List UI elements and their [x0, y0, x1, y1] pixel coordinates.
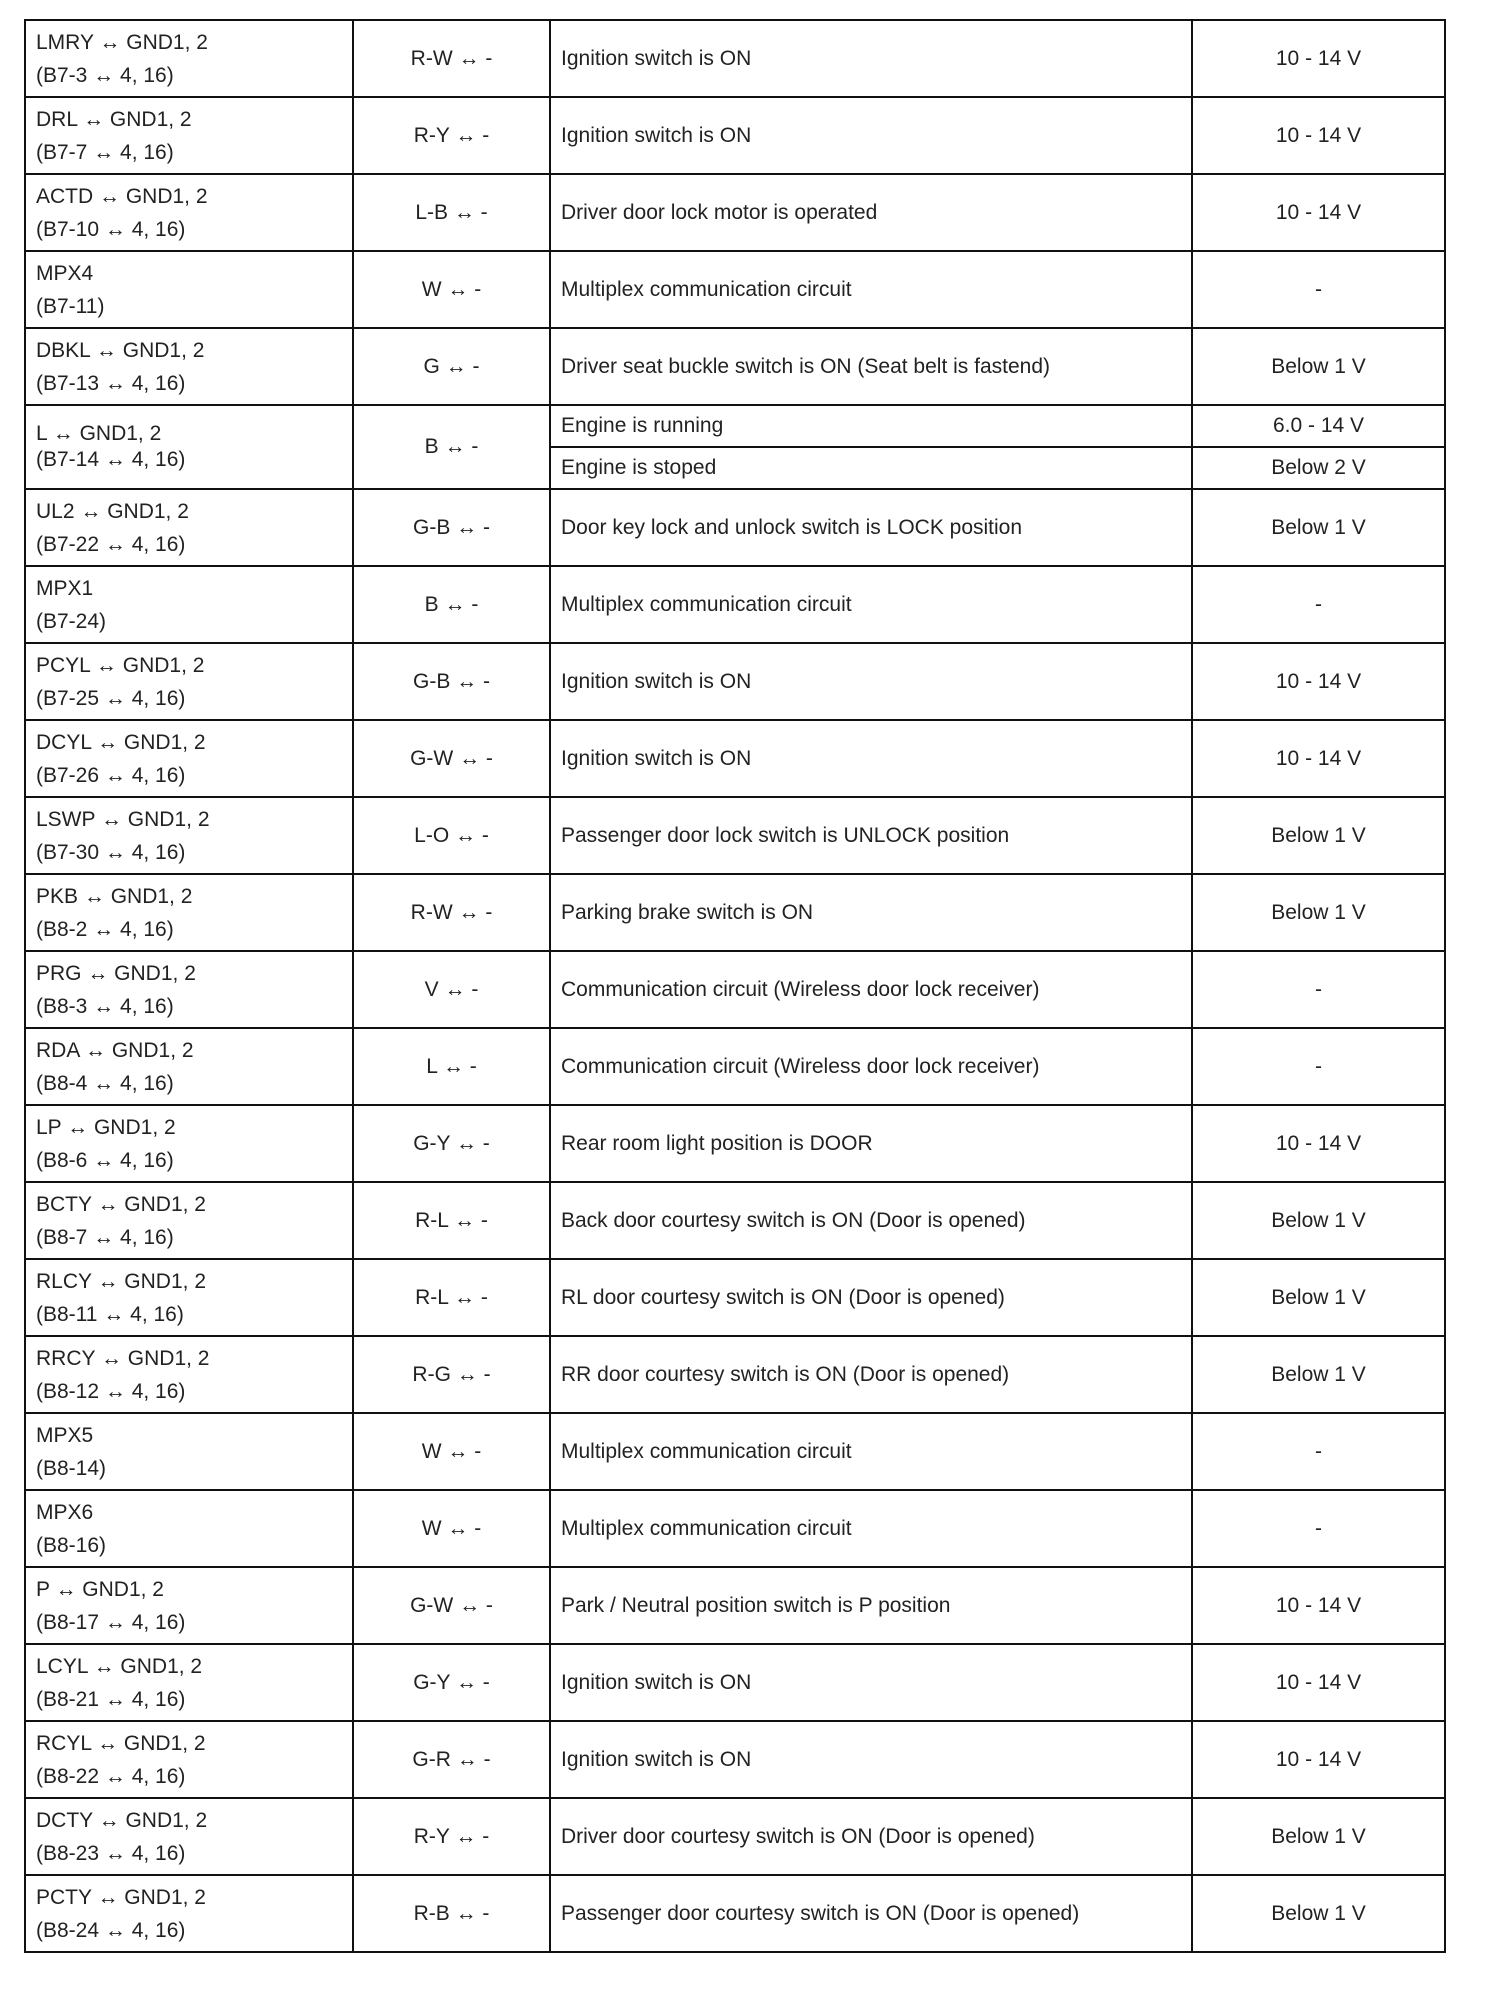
table-row [25, 328, 1445, 405]
specified-condition-cell: 10 - 14 V [1192, 174, 1445, 251]
specified-condition-cell: Below 1 V [1192, 874, 1445, 951]
terminal-pins: (B8-21 ↔ 4, 16) [36, 1687, 186, 1711]
terminal-pins: (B8-3 ↔ 4, 16) [36, 994, 174, 1018]
condition-cell: Ignition switch is ON [550, 1644, 1192, 1721]
condition-cell: Ignition switch is ON [550, 720, 1192, 797]
terminal-cell [25, 797, 353, 874]
terminal-name: BCTY ↔ GND1, 2 [36, 1192, 206, 1216]
table-row [25, 1567, 1445, 1644]
specified-condition-cell: Below 2 V [1192, 447, 1445, 489]
table-row [25, 1105, 1445, 1182]
terminal-name: PKB ↔ GND1, 2 [36, 884, 193, 908]
wire-color-cell: V ↔ - [353, 951, 550, 1028]
terminal-cell [25, 1490, 353, 1567]
terminal-pins: (B8-23 ↔ 4, 16) [36, 1841, 186, 1865]
specified-condition-cell: Below 1 V [1192, 1182, 1445, 1259]
terminal-name: PRG ↔ GND1, 2 [36, 961, 196, 985]
terminal-name: MPX4 [36, 261, 94, 285]
terminal-pins: (B8-24 ↔ 4, 16) [36, 1918, 186, 1942]
condition-cell: Passenger door courtesy switch is ON (Door is opened) [550, 1875, 1192, 1952]
terminal-cell [25, 1259, 353, 1336]
terminal-pins: (B7-13 ↔ 4, 16) [36, 371, 186, 395]
specified-condition-cell: 10 - 14 V [1192, 1721, 1445, 1798]
condition-cell: Ignition switch is ON [550, 20, 1192, 97]
terminal-cell [25, 951, 353, 1028]
specified-condition-cell: - [1192, 566, 1445, 643]
terminal-pins: (B7-22 ↔ 4, 16) [36, 532, 186, 556]
wire-color-cell: W ↔ - [353, 1413, 550, 1490]
table-row [25, 1028, 1445, 1105]
terminal-name: DRL ↔ GND1, 2 [36, 107, 192, 131]
terminal-pins: (B8-11 ↔ 4, 16) [36, 1302, 184, 1326]
wire-color-cell: G ↔ - [353, 328, 550, 405]
wire-color-cell: R-Y ↔ - [353, 97, 550, 174]
specified-condition-cell: 6.0 - 14 V [1192, 405, 1445, 447]
specified-condition-cell: Below 1 V [1192, 328, 1445, 405]
terminal-cell [25, 566, 353, 643]
specified-condition-cell: 10 - 14 V [1192, 1567, 1445, 1644]
terminal-name: RDA ↔ GND1, 2 [36, 1038, 194, 1062]
terminal-name: PCTY ↔ GND1, 2 [36, 1885, 206, 1909]
terminal-cell [25, 1644, 353, 1721]
terminal-cell [25, 20, 353, 97]
table-row [25, 1259, 1445, 1336]
condition-cell: Ignition switch is ON [550, 643, 1192, 720]
terminal-cell [25, 1721, 353, 1798]
wire-color-cell: W ↔ - [353, 1490, 550, 1567]
wire-color-cell: L-O ↔ - [353, 797, 550, 874]
terminal-pins: (B8-17 ↔ 4, 16) [36, 1610, 186, 1634]
specified-condition-cell: - [1192, 951, 1445, 1028]
terminal-name: LMRY ↔ GND1, 2 [36, 30, 208, 54]
terminal-name: RLCY ↔ GND1, 2 [36, 1269, 206, 1293]
table-row [25, 1875, 1445, 1952]
table-row [25, 1182, 1445, 1259]
wire-color-cell: G-B ↔ - [353, 489, 550, 566]
terminal-name: MPX6 [36, 1500, 94, 1524]
terminal-name: ACTD ↔ GND1, 2 [36, 184, 208, 208]
terminal-name: MPX1 [36, 576, 94, 600]
table-row [25, 1798, 1445, 1875]
specified-condition-cell: Below 1 V [1192, 489, 1445, 566]
terminal-spec-table [24, 19, 1446, 1953]
specified-condition-cell: Below 1 V [1192, 797, 1445, 874]
terminal-cell [25, 1105, 353, 1182]
wire-color-cell: R-Y ↔ - [353, 1798, 550, 1875]
table-body [25, 20, 1445, 1952]
table-row [25, 1490, 1445, 1567]
terminal-pins: (B8-22 ↔ 4, 16) [36, 1764, 186, 1788]
condition-cell: Driver door courtesy switch is ON (Door is opened) [550, 1798, 1192, 1875]
table-row [25, 797, 1445, 874]
terminal-pins: (B7-24) [36, 609, 107, 633]
terminal-cell [25, 174, 353, 251]
condition-cell: Multiplex communication circuit [550, 251, 1192, 328]
wire-color-cell: G-Y ↔ - [353, 1105, 550, 1182]
terminal-cell [25, 251, 353, 328]
table-row [25, 1336, 1445, 1413]
terminal-cell [25, 1028, 353, 1105]
specified-condition-cell: 10 - 14 V [1192, 97, 1445, 174]
condition-cell: Driver seat buckle switch is ON (Seat belt is fastend) [550, 328, 1192, 405]
condition-cell: Communication circuit (Wireless door lock receiver) [550, 951, 1192, 1028]
terminal-cell [25, 328, 353, 405]
terminal-pins: (B7-30 ↔ 4, 16) [36, 840, 186, 864]
specified-condition-cell: 10 - 14 V [1192, 643, 1445, 720]
table-row [25, 1644, 1445, 1721]
terminal-cell [25, 97, 353, 174]
terminal-cell [25, 1336, 353, 1413]
wire-color-cell: R-W ↔ - [353, 874, 550, 951]
terminal-cell [25, 489, 353, 566]
table-row [25, 489, 1445, 566]
condition-cell: Multiplex communication circuit [550, 566, 1192, 643]
terminal-pins: (B7-25 ↔ 4, 16) [36, 686, 186, 710]
terminal-pins: (B8-4 ↔ 4, 16) [36, 1071, 174, 1095]
wire-color-cell: L ↔ - [353, 1028, 550, 1105]
table-row [25, 1413, 1445, 1490]
terminal-cell [25, 1567, 353, 1644]
specified-condition-cell: - [1192, 1490, 1445, 1567]
table-row [25, 566, 1445, 643]
terminal-pins: (B8-16) [36, 1533, 107, 1557]
terminal-name: RCYL ↔ GND1, 2 [36, 1731, 206, 1755]
terminal-pins: (B7-3 ↔ 4, 16) [36, 63, 174, 87]
terminal-pins: (B7-10 ↔ 4, 16) [36, 217, 186, 241]
condition-cell: Back door courtesy switch is ON (Door is opened) [550, 1182, 1192, 1259]
table-row [25, 251, 1445, 328]
specified-condition-cell: Below 1 V [1192, 1259, 1445, 1336]
terminal-cell [25, 1875, 353, 1952]
table-row [25, 174, 1445, 251]
condition-cell: RL door courtesy switch is ON (Door is opened) [550, 1259, 1192, 1336]
wire-color-cell: B ↔ - [353, 405, 550, 489]
terminal-pins: (B7-11) [36, 294, 105, 318]
wire-color-cell: G-W ↔ - [353, 720, 550, 797]
specified-condition-cell: Below 1 V [1192, 1336, 1445, 1413]
terminal-name: PCYL ↔ GND1, 2 [36, 653, 205, 677]
specified-condition-cell: 10 - 14 V [1192, 1644, 1445, 1721]
table-row [25, 874, 1445, 951]
wire-color-cell: R-G ↔ - [353, 1336, 550, 1413]
condition-cell: Parking brake switch is ON [550, 874, 1192, 951]
wire-color-cell: R-L ↔ - [353, 1259, 550, 1336]
table-row [25, 1721, 1445, 1798]
condition-cell: Ignition switch is ON [550, 1721, 1192, 1798]
terminal-name: LCYL ↔ GND1, 2 [36, 1654, 203, 1678]
specified-condition-cell: - [1192, 1028, 1445, 1105]
terminal-cell [25, 874, 353, 951]
terminal-name: DCTY ↔ GND1, 2 [36, 1808, 208, 1832]
terminal-cell [25, 643, 353, 720]
terminal-pins: (B7-14 ↔ 4, 16) [36, 448, 186, 471]
specified-condition-cell: 10 - 14 V [1192, 20, 1445, 97]
specified-condition-cell: 10 - 14 V [1192, 1105, 1445, 1182]
wire-color-cell: G-B ↔ - [353, 643, 550, 720]
condition-cell: Engine is running [550, 405, 1192, 447]
table-row [25, 951, 1445, 1028]
wire-color-cell: R-B ↔ - [353, 1875, 550, 1952]
wire-color-cell: G-W ↔ - [353, 1567, 550, 1644]
terminal-name: LSWP ↔ GND1, 2 [36, 807, 210, 831]
condition-cell: Door key lock and unlock switch is LOCK position [550, 489, 1192, 566]
condition-cell: Passenger door lock switch is UNLOCK position [550, 797, 1192, 874]
specified-condition-cell: 10 - 14 V [1192, 720, 1445, 797]
condition-cell: Rear room light position is DOOR [550, 1105, 1192, 1182]
condition-cell: Park / Neutral position switch is P position [550, 1567, 1192, 1644]
terminal-cell [25, 405, 353, 489]
condition-cell: Multiplex communication circuit [550, 1490, 1192, 1567]
terminal-name: RRCY ↔ GND1, 2 [36, 1346, 210, 1370]
condition-cell: RR door courtesy switch is ON (Door is opened) [550, 1336, 1192, 1413]
terminal-cell [25, 1798, 353, 1875]
terminal-name: DCYL ↔ GND1, 2 [36, 730, 206, 754]
condition-cell: Communication circuit (Wireless door lock receiver) [550, 1028, 1192, 1105]
wire-color-cell: R-L ↔ - [353, 1182, 550, 1259]
condition-cell: Multiplex communication circuit [550, 1413, 1192, 1490]
terminal-cell [25, 1413, 353, 1490]
wire-color-cell: G-Y ↔ - [353, 1644, 550, 1721]
terminal-name: L ↔ GND1, 2 [36, 422, 162, 445]
table-row [25, 405, 1445, 447]
wire-color-cell: R-W ↔ - [353, 20, 550, 97]
terminal-pins: (B8-14) [36, 1456, 107, 1480]
wire-color-cell: G-R ↔ - [353, 1721, 550, 1798]
table-row [25, 643, 1445, 720]
specified-condition-cell: - [1192, 251, 1445, 328]
specified-condition-cell: Below 1 V [1192, 1875, 1445, 1952]
wire-color-cell: W ↔ - [353, 251, 550, 328]
specified-condition-cell: Below 1 V [1192, 1798, 1445, 1875]
terminal-cell [25, 720, 353, 797]
condition-cell: Driver door lock motor is operated [550, 174, 1192, 251]
terminal-pins: (B8-6 ↔ 4, 16) [36, 1148, 174, 1172]
terminal-name: UL2 ↔ GND1, 2 [36, 499, 189, 523]
terminal-pins: (B7-7 ↔ 4, 16) [36, 140, 174, 164]
table-row [25, 97, 1445, 174]
terminal-pins: (B8-7 ↔ 4, 16) [36, 1225, 174, 1249]
terminal-pins: (B8-2 ↔ 4, 16) [36, 917, 174, 941]
condition-cell: Engine is stoped [550, 447, 1192, 489]
terminal-name: MPX5 [36, 1423, 94, 1447]
table-row [25, 720, 1445, 797]
terminal-pins: (B8-12 ↔ 4, 16) [36, 1379, 186, 1403]
specified-condition-cell: - [1192, 1413, 1445, 1490]
terminal-name: P ↔ GND1, 2 [36, 1577, 164, 1601]
terminal-name: LP ↔ GND1, 2 [36, 1115, 176, 1139]
table-row [25, 20, 1445, 97]
condition-cell: Ignition switch is ON [550, 97, 1192, 174]
terminal-cell [25, 1182, 353, 1259]
terminal-name: DBKL ↔ GND1, 2 [36, 338, 205, 362]
wire-color-cell: B ↔ - [353, 566, 550, 643]
wire-color-cell: L-B ↔ - [353, 174, 550, 251]
terminal-pins: (B7-26 ↔ 4, 16) [36, 763, 186, 787]
